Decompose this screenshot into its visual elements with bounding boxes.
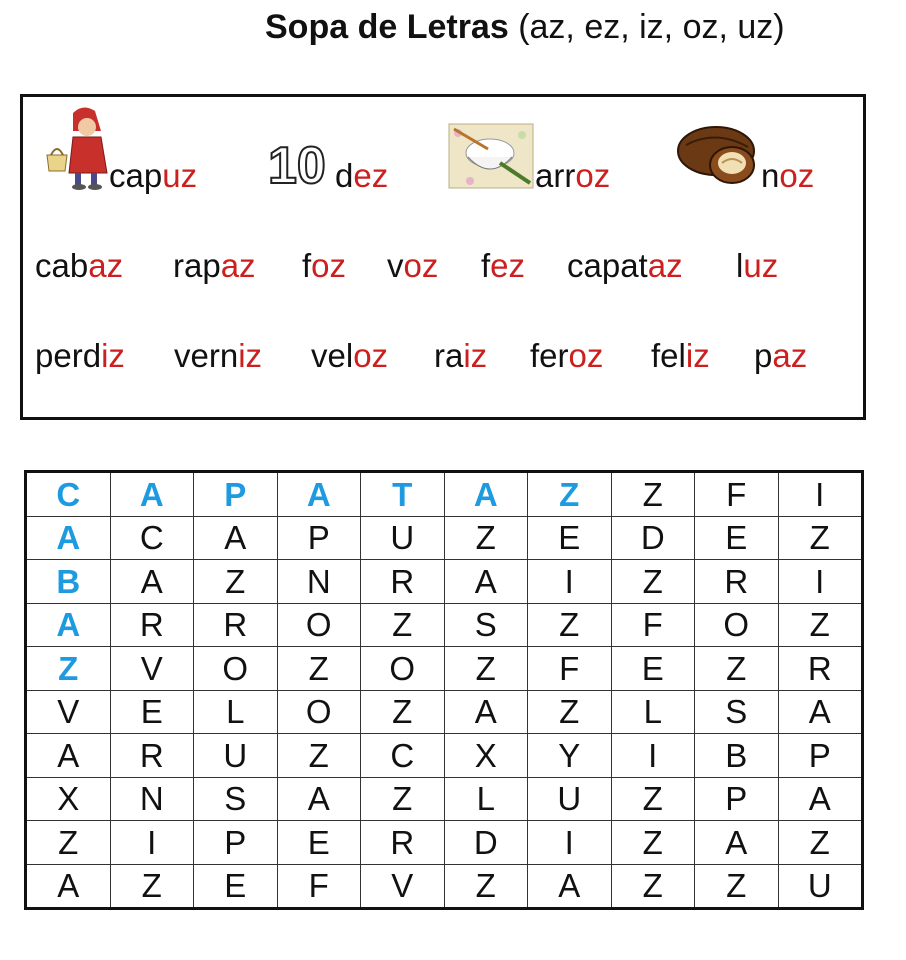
word-verniz: verniz bbox=[174, 337, 263, 374]
word-foz: foz bbox=[302, 247, 347, 284]
grid-cell[interactable]: D bbox=[611, 516, 695, 560]
grid-cell[interactable]: R bbox=[110, 603, 194, 647]
grid-cell[interactable]: Z bbox=[444, 516, 528, 560]
grid-cell[interactable]: P bbox=[194, 472, 278, 517]
word-raiz: raiz bbox=[434, 337, 488, 374]
grid-cell[interactable]: A bbox=[277, 777, 361, 821]
grid-cell[interactable]: Z bbox=[611, 864, 695, 909]
grid-cell[interactable]: Z bbox=[277, 734, 361, 778]
walnut-icon bbox=[676, 119, 762, 189]
grid-cell[interactable]: U bbox=[361, 516, 445, 560]
grid-cell[interactable]: A bbox=[444, 560, 528, 604]
grid-cell[interactable]: E bbox=[611, 647, 695, 691]
grid-cell[interactable]: O bbox=[277, 690, 361, 734]
grid-cell[interactable]: A bbox=[528, 864, 612, 909]
grid-cell[interactable]: V bbox=[361, 864, 445, 909]
grid-cell[interactable]: U bbox=[778, 864, 863, 909]
grid-row bbox=[26, 647, 863, 691]
grid-row bbox=[26, 690, 863, 734]
grid-cell[interactable]: O bbox=[695, 603, 779, 647]
grid-cell[interactable]: Z bbox=[695, 647, 779, 691]
grid-cell[interactable]: Z bbox=[110, 864, 194, 909]
grid-cell[interactable]: A bbox=[194, 516, 278, 560]
page-title bbox=[265, 8, 785, 47]
grid-cell[interactable]: A bbox=[26, 603, 111, 647]
grid-cell[interactable]: Z bbox=[528, 690, 612, 734]
grid-cell[interactable]: I bbox=[611, 734, 695, 778]
grid-cell[interactable]: A bbox=[26, 516, 111, 560]
rice-bowl-icon bbox=[448, 123, 534, 189]
grid-row bbox=[26, 472, 863, 517]
grid-cell[interactable]: L bbox=[611, 690, 695, 734]
number-ten-icon bbox=[266, 137, 341, 191]
grid-cell[interactable]: R bbox=[361, 560, 445, 604]
grid-cell[interactable]: F bbox=[695, 472, 779, 517]
grid-cell[interactable]: Z bbox=[361, 777, 445, 821]
grid-cell[interactable]: Z bbox=[361, 690, 445, 734]
grid-cell[interactable]: O bbox=[361, 647, 445, 691]
word-veloz: veloz bbox=[311, 337, 389, 374]
grid-cell[interactable]: B bbox=[695, 734, 779, 778]
word-perdiz: perdiz bbox=[35, 337, 125, 374]
grid-cell[interactable]: E bbox=[277, 821, 361, 865]
grid-cell[interactable]: P bbox=[194, 821, 278, 865]
grid-cell[interactable]: E bbox=[110, 690, 194, 734]
grid-cell[interactable]: V bbox=[110, 647, 194, 691]
grid-cell[interactable]: A bbox=[778, 777, 863, 821]
grid-cell[interactable]: P bbox=[778, 734, 863, 778]
grid-cell[interactable]: I bbox=[528, 560, 612, 604]
grid-cell[interactable]: C bbox=[361, 734, 445, 778]
grid-cell[interactable]: N bbox=[277, 560, 361, 604]
grid-cell[interactable]: S bbox=[444, 603, 528, 647]
grid-cell[interactable]: R bbox=[695, 560, 779, 604]
grid-cell[interactable]: Z bbox=[778, 516, 863, 560]
grid-cell[interactable]: L bbox=[444, 777, 528, 821]
grid-cell[interactable]: A bbox=[110, 472, 194, 517]
grid-cell[interactable]: S bbox=[194, 777, 278, 821]
grid-cell[interactable]: A bbox=[778, 690, 863, 734]
grid-cell[interactable]: P bbox=[695, 777, 779, 821]
grid-cell[interactable]: L bbox=[194, 690, 278, 734]
grid-cell[interactable]: Z bbox=[611, 777, 695, 821]
grid-cell[interactable]: U bbox=[528, 777, 612, 821]
grid-cell[interactable]: E bbox=[528, 516, 612, 560]
word-feroz: feroz bbox=[530, 337, 604, 374]
title-endings: (az, ez, iz, oz, uz) bbox=[508, 8, 785, 46]
word-list-box bbox=[20, 94, 866, 420]
svg-text:10: 10 bbox=[268, 137, 326, 191]
grid-cell[interactable]: Z bbox=[611, 821, 695, 865]
illustrated-word-capuz: capuz bbox=[109, 157, 198, 194]
grid-cell[interactable]: O bbox=[277, 603, 361, 647]
grid-cell[interactable]: Z bbox=[361, 603, 445, 647]
grid-cell[interactable]: Z bbox=[194, 560, 278, 604]
grid-cell[interactable]: A bbox=[26, 864, 111, 909]
grid-row bbox=[26, 516, 863, 560]
grid-cell[interactable]: I bbox=[778, 472, 863, 517]
grid-cell[interactable]: Z bbox=[611, 472, 695, 517]
grid-cell[interactable]: D bbox=[444, 821, 528, 865]
grid-cell[interactable]: C bbox=[26, 472, 111, 517]
grid-row bbox=[26, 821, 863, 865]
grid-cell[interactable]: I bbox=[778, 560, 863, 604]
grid-cell[interactable]: Z bbox=[26, 821, 111, 865]
grid-cell[interactable]: Z bbox=[26, 647, 111, 691]
grid-cell[interactable]: Z bbox=[277, 647, 361, 691]
grid-cell[interactable]: X bbox=[444, 734, 528, 778]
grid-cell[interactable]: Z bbox=[778, 821, 863, 865]
word-search-grid bbox=[24, 470, 864, 910]
word-rapaz: rapaz bbox=[173, 247, 256, 284]
illustrated-word-dez: dez bbox=[335, 157, 389, 194]
grid-cell[interactable]: F bbox=[528, 647, 612, 691]
grid-cell[interactable]: A bbox=[444, 472, 528, 517]
grid-cell[interactable]: Z bbox=[528, 472, 612, 517]
grid-row bbox=[26, 560, 863, 604]
grid-cell[interactable]: A bbox=[695, 821, 779, 865]
grid-cell[interactable]: N bbox=[110, 777, 194, 821]
word-paz: paz bbox=[754, 337, 808, 374]
grid-cell[interactable]: O bbox=[194, 647, 278, 691]
grid-cell[interactable]: V bbox=[26, 690, 111, 734]
grid-cell[interactable]: P bbox=[277, 516, 361, 560]
grid-cell[interactable]: Z bbox=[695, 864, 779, 909]
illustrated-word-noz: noz bbox=[761, 157, 815, 194]
grid-cell[interactable]: Z bbox=[778, 603, 863, 647]
grid-cell[interactable]: A bbox=[110, 560, 194, 604]
word-cabaz: cabaz bbox=[35, 247, 124, 284]
word-capataz: capataz bbox=[567, 247, 683, 284]
grid-cell[interactable]: Z bbox=[528, 603, 612, 647]
word-luz: luz bbox=[736, 247, 779, 284]
grid-cell[interactable]: X bbox=[26, 777, 111, 821]
grid-row bbox=[26, 777, 863, 821]
grid-row bbox=[26, 603, 863, 647]
grid-cell[interactable]: A bbox=[277, 472, 361, 517]
grid-cell[interactable]: B bbox=[26, 560, 111, 604]
grid-cell[interactable]: E bbox=[194, 864, 278, 909]
grid-cell[interactable]: T bbox=[361, 472, 445, 517]
grid-row bbox=[26, 734, 863, 778]
illustrated-word-arroz: arroz bbox=[535, 157, 611, 194]
grid-cell[interactable]: I bbox=[528, 821, 612, 865]
grid-cell[interactable]: U bbox=[194, 734, 278, 778]
grid-cell[interactable]: Z bbox=[444, 647, 528, 691]
grid-cell[interactable]: F bbox=[277, 864, 361, 909]
grid-cell[interactable]: C bbox=[110, 516, 194, 560]
grid-cell[interactable]: E bbox=[695, 516, 779, 560]
word-feliz: feliz bbox=[651, 337, 710, 374]
grid-cell[interactable]: Y bbox=[528, 734, 612, 778]
grid-row bbox=[26, 864, 863, 909]
grid-cell[interactable]: Z bbox=[444, 864, 528, 909]
grid-cell[interactable]: A bbox=[26, 734, 111, 778]
title-main: Sopa de Letras bbox=[265, 8, 509, 46]
grid-cell[interactable]: S bbox=[695, 690, 779, 734]
grid-cell[interactable]: I bbox=[110, 821, 194, 865]
grid-cell[interactable]: R bbox=[778, 647, 863, 691]
grid-cell[interactable]: A bbox=[444, 690, 528, 734]
grid-cell[interactable]: R bbox=[361, 821, 445, 865]
word-voz: voz bbox=[387, 247, 439, 284]
grid-cell[interactable]: F bbox=[611, 603, 695, 647]
grid-cell[interactable]: Z bbox=[611, 560, 695, 604]
grid-cell[interactable]: R bbox=[194, 603, 278, 647]
word-fez: fez bbox=[481, 247, 526, 284]
grid-cell[interactable]: R bbox=[110, 734, 194, 778]
